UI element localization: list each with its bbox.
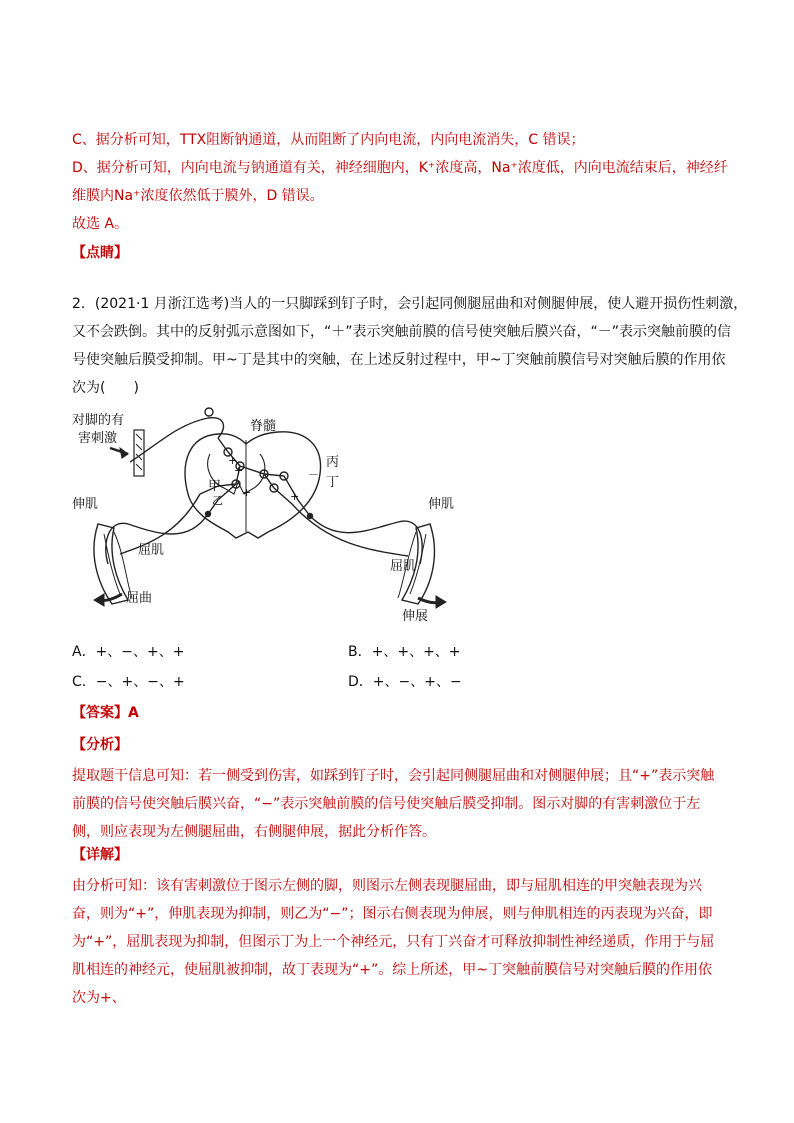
reflex-arc-diagram xyxy=(68,404,478,632)
label-stimulus-2: 害刺激 xyxy=(78,431,118,446)
label-stimulus-1: 对脚的有 xyxy=(72,413,125,428)
label-flexor-right: 屈肌 xyxy=(390,559,417,574)
label-spinal-cord: 脊髓 xyxy=(250,419,277,434)
spinal-cord-outline xyxy=(185,432,320,538)
label-synapse-bing: 丙 xyxy=(326,455,340,470)
flexion-arrow xyxy=(94,594,104,606)
label-synapse-ding: 丁 xyxy=(326,475,340,490)
label-flexor-left: 屈肌 xyxy=(138,543,165,558)
option-d[interactable]: D．+、−、+、− xyxy=(348,674,462,690)
option-d-explanation-2: 维膜内Na⁺浓度依然低于膜外，D 错误。 xyxy=(72,188,324,204)
option-b[interactable]: B．+、+、+、+ xyxy=(348,644,461,660)
dorsal-root-ganglion xyxy=(205,408,213,416)
option-c-explanation: C、据分析可知，TTX阻断钠通道，从而阻断了内向电流，内向电流消失，C 错误； xyxy=(72,132,585,148)
question-line-2: 又不会跌倒。其中的反射弧示意图如下，“＋”表示突触前膜的信号使突触后膜兴奋，“－”表示突触前膜的信 xyxy=(72,324,732,340)
option-c[interactable]: C．−、+、−、+ xyxy=(72,674,185,690)
option-d-explanation-1: D、据分析可知，内向电流与钠通道有关，神经细胞内，K⁺浓度高，Na⁺浓度低，内向电流结束后，神经纤 xyxy=(72,160,728,176)
analysis-label: 【分析】 xyxy=(72,737,128,753)
analysis-text: 提取题干信息可知：若一侧受到伤害，如踩到钉子时，会引起同侧腿屈曲和对侧腿伸展；且“+”表示突触前膜的信号使突触后膜兴奋，“−”表示突触前膜的信号使突触后膜受抑制。图示对脚的有害刺激位于左侧，则应表现为左侧腿屈曲，右侧腿伸展，据此分析作答。 xyxy=(72,768,715,840)
extension-arrow xyxy=(436,596,446,608)
sign-plus-2: + xyxy=(234,464,244,477)
label-synapse-jia: 甲 xyxy=(208,479,222,494)
answer-label: 【答案】A xyxy=(72,705,139,721)
label-extension: 伸展 xyxy=(402,609,429,624)
sign-plus-1: + xyxy=(228,454,238,467)
label-extensor-right: 伸肌 xyxy=(428,497,455,512)
question-line-4: 次为( ) xyxy=(72,380,139,396)
sign-minus-1: － xyxy=(308,468,319,481)
label-flexion: 屈曲 xyxy=(126,591,153,606)
question-line-1: 2．(2021·1 月浙江选考)当人的一只脚踩到钉子时，会引起同侧腿屈曲和对侧腿伸展，使人避开损伤性刺激， xyxy=(72,296,748,312)
detail-label: 【详解】 xyxy=(72,847,128,863)
label-synapse-yi: 乙 xyxy=(212,494,223,507)
sign-plus-3: + xyxy=(242,486,252,499)
label-extensor-left: 伸肌 xyxy=(72,497,99,512)
choose-answer: 故选 A。 xyxy=(72,216,129,232)
sign-plus-4: + xyxy=(290,490,300,503)
detail-text: 由分析可知：该有害刺激位于图示左侧的脚，则图示左侧表现腿屈曲，即与屈肌相连的甲突触表现为兴奋，则为“+”，伸肌表现为抑制，则乙为“−”；图示右侧表现为伸展，则与伸肌相连的丙表现为兴奋，即为“+”，屈肌表现为抑制，但图示丁为上一个神经元，只有丁兴奋才可释放抑制性神经递质，作用于与屈肌相连的神经元，使屈肌被抑制，故丁表现为“+”。综上所述，甲~丁突触前膜信号对突触后膜的作用依次为+、 xyxy=(72,878,715,1006)
option-a[interactable]: A．+、−、+、+ xyxy=(72,644,185,660)
question-line-3: 号使突触后膜受抑制。甲~丁是其中的突触，在上述反射过程中，甲~丁突触前膜信号对突触后膜的作用依 xyxy=(72,352,726,368)
dianjing-label: 【点睛】 xyxy=(72,245,128,261)
